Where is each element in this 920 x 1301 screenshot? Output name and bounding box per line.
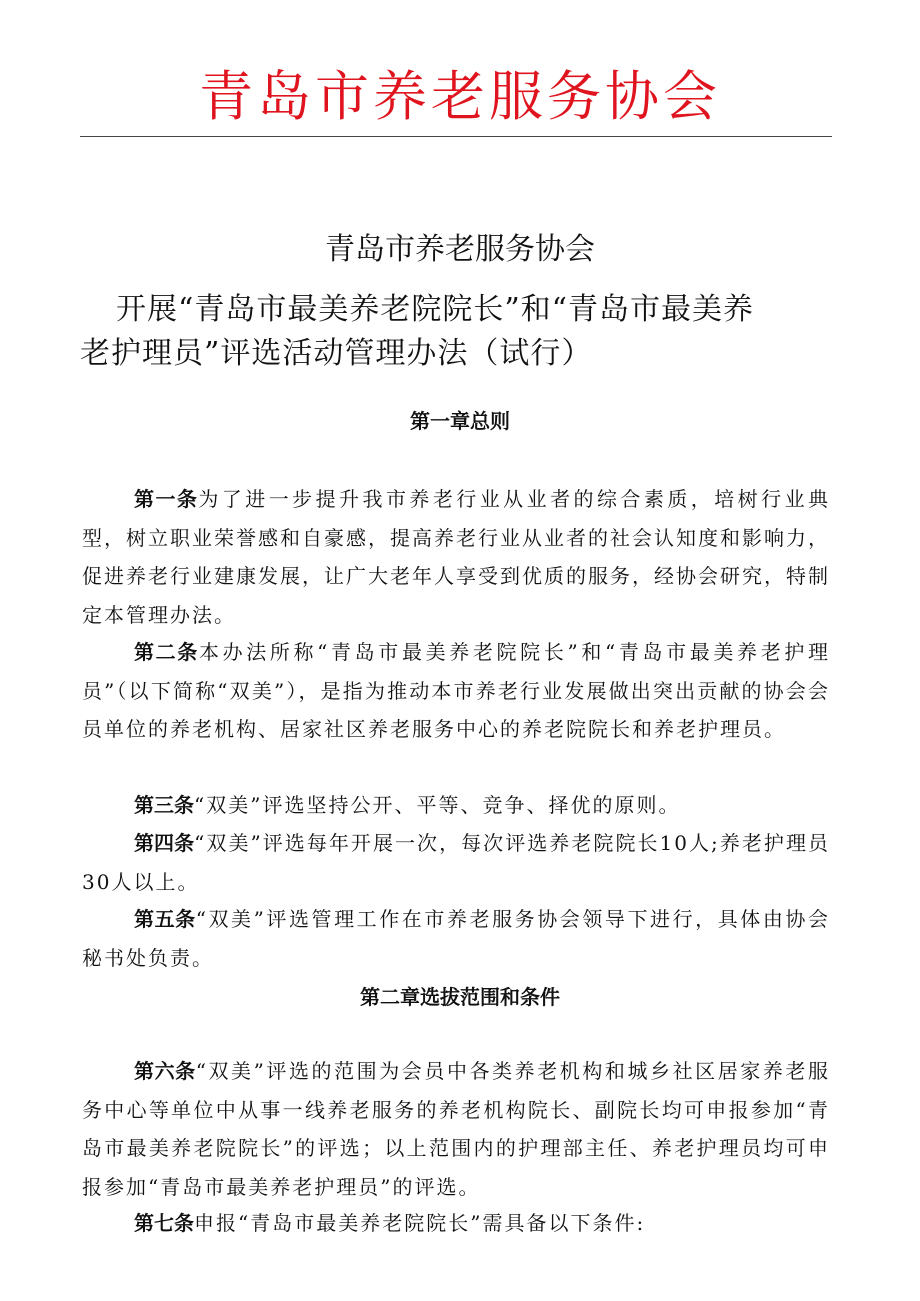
article-5: [82, 900, 830, 977]
article-text: “双美”评选坚持公开、平等、竞争、择优的原则。: [194, 793, 681, 817]
article-label: 第三条: [134, 793, 194, 817]
article-6: [82, 1052, 830, 1206]
article-label: 第一条: [134, 487, 199, 511]
article-label: 第四条: [134, 831, 195, 855]
article-text: 为了进一步提升我市养老行业从业者的综合素质，培树行业典型，树立职业荣誉感和自豪感，提高养老行业从业者的社会认知度和影响力，促进养老行业建康发展，让广大老年人享受到优质的服务，经协会研究，特制定本管理办法。: [82, 487, 831, 627]
article-text: 本办法所称“青岛市最美养老院院长”和“青岛市最美养老护理员”（以下简称“双美”），是指为推动本市养老行业发展做出突出贡献的协会会员单位的养老机构、居家社区养老服务中心的养老院院长和养老护理员。: [82, 640, 830, 741]
article-label: 第六条: [134, 1059, 196, 1083]
article-text: “双美”评选每年开展一次，每次评选养老院院长10人;养老护理员30人以上。: [82, 831, 831, 894]
article-2: [82, 633, 830, 749]
letterhead-title: 青岛市养老服务协会: [199, 65, 721, 128]
document-title-line-1: 开展“青岛市最美养老院院长”和“青岛市最美养: [116, 292, 755, 327]
document-title-line-2: 老护理员”评选活动管理办法（试行）: [80, 336, 593, 371]
article-label: 第二条: [134, 640, 199, 664]
article-1: [82, 480, 830, 634]
article-7: [82, 1204, 830, 1243]
chapter-heading-1: 第一章总则: [410, 409, 510, 433]
article-3: [82, 786, 830, 825]
chapter-heading-2: 第二章选拔范围和条件: [360, 985, 560, 1009]
article-label: 第七条: [134, 1211, 194, 1235]
article-4: [82, 824, 830, 901]
letterhead-divider: [80, 136, 832, 137]
article-text: “双美”评选的范围为会员中各类养老机构和城乡社区居家养老服务中心等单位中从事一线养老服务的养老机构院长、副院长均可申报参加“青岛市最美养老院院长”的评选；以上范围内的护理部主任、养老护理员均可申报参加“青岛市最美养老护理员”的评选。: [82, 1059, 831, 1199]
article-label: 第五条: [134, 907, 196, 931]
document-organization: 青岛市养老服务协会: [325, 232, 595, 267]
article-text: 申报“青岛市最美养老院院长”需具备以下条件:: [194, 1211, 646, 1235]
article-text: “双美”评选管理工作在市养老服务协会领导下进行，具体由协会秘书处负责。: [82, 907, 831, 970]
